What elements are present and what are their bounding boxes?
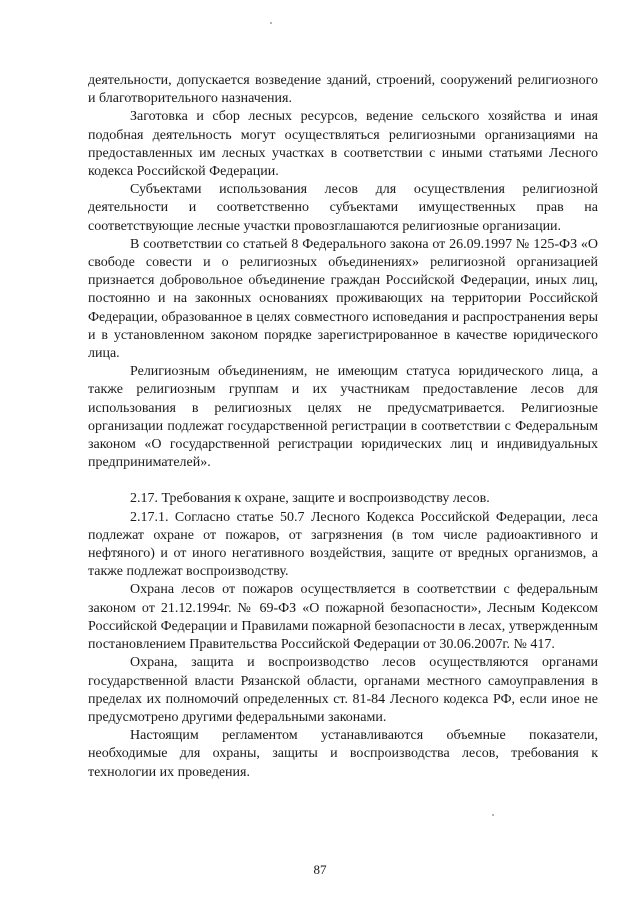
paragraph: Охрана лесов от пожаров осуществляется в соответствии с федеральным законом от 21.12.1994г. № 69-ФЗ «О пожарной безопасности», Лесным Кодексом Российской Федерации и Правилами пожарной безопасности в лесах, утвержденным постановлением Правительства Российской Федерации от 30.06.2007г. № 417. (88, 582, 598, 653)
paragraph: В соответствии со статьей 8 Федерального закона от 26.09.1997 № 125-ФЗ «О свободе совести и о религиозных объединениях» религиозной организацией признается добровольное объединение граждан Российской Федерации, иных лиц, постоянно и на законных основаниях проживающих на территории Российской Федерации, образованное в целях совместного исповедания и распространения веры и в установленном законом порядке зарегистрированное в качестве юридического лица. (88, 236, 598, 362)
scan-speck (270, 22, 272, 24)
paragraph: Заготовка и сбор лесных ресурсов, ведение сельского хозяйства и иная подобная деятельность могут осуществляться религиозными организациями на предоставленных им лесных участках в соответствии с иными статьями Лесного кодекса Российской Федерации. (88, 109, 598, 180)
section-heading: 2.17. Требования к охране, защите и воспроизводству лесов. (130, 491, 490, 507)
scan-speck (492, 814, 494, 816)
paragraph: Охрана, защита и воспроизводство лесов осуществляются органами государственной власти Рязанской области, органами местного самоуправления в пределах их полномочий определенных ст. 81-84 Лесного кодекса РФ, если иное не предусмотрено другими федеральными законами. (88, 655, 598, 725)
paragraph: 2.17.1. Согласно статье 50.7 Лесного Кодекса Российской Федерации, леса подлежат охране от пожаров, от загрязнения (в том числе радиоактивного и нефтяного) и от иного негативного воздействия, защите от вредных организмов, а также подлежат воспроизводству. (88, 509, 598, 580)
paragraph: Настоящим регламентом устанавливаются объемные показатели, необходимые для охраны, защиты и воспроизводства лесов, требования к технологии их проведения. (88, 728, 598, 780)
paragraph: Субъектами использования лесов для осуществления религиозной деятельности и соответственно субъектами имущественных прав на соответствующие лесные участки провозглашаются религиозные организации. (88, 182, 598, 234)
paragraph-continuation: деятельности, допускается возведение зданий, строений, сооружений религиозного и благотворительного назначения. (88, 73, 598, 107)
body-text (88, 72, 598, 782)
page-number: 87 (313, 862, 327, 877)
paragraph: Религиозным объединениям, не имеющим статуса юридического лица, а также религиозным группам и их участникам предоставление лесов для использования в религиозных целях не предусматривается. Религиозные организации подлежат государственной регистрации в соответствии с Федеральным законом «О государственной регистрации юридических лиц и индивидуальных предпринимателей». (88, 364, 598, 471)
